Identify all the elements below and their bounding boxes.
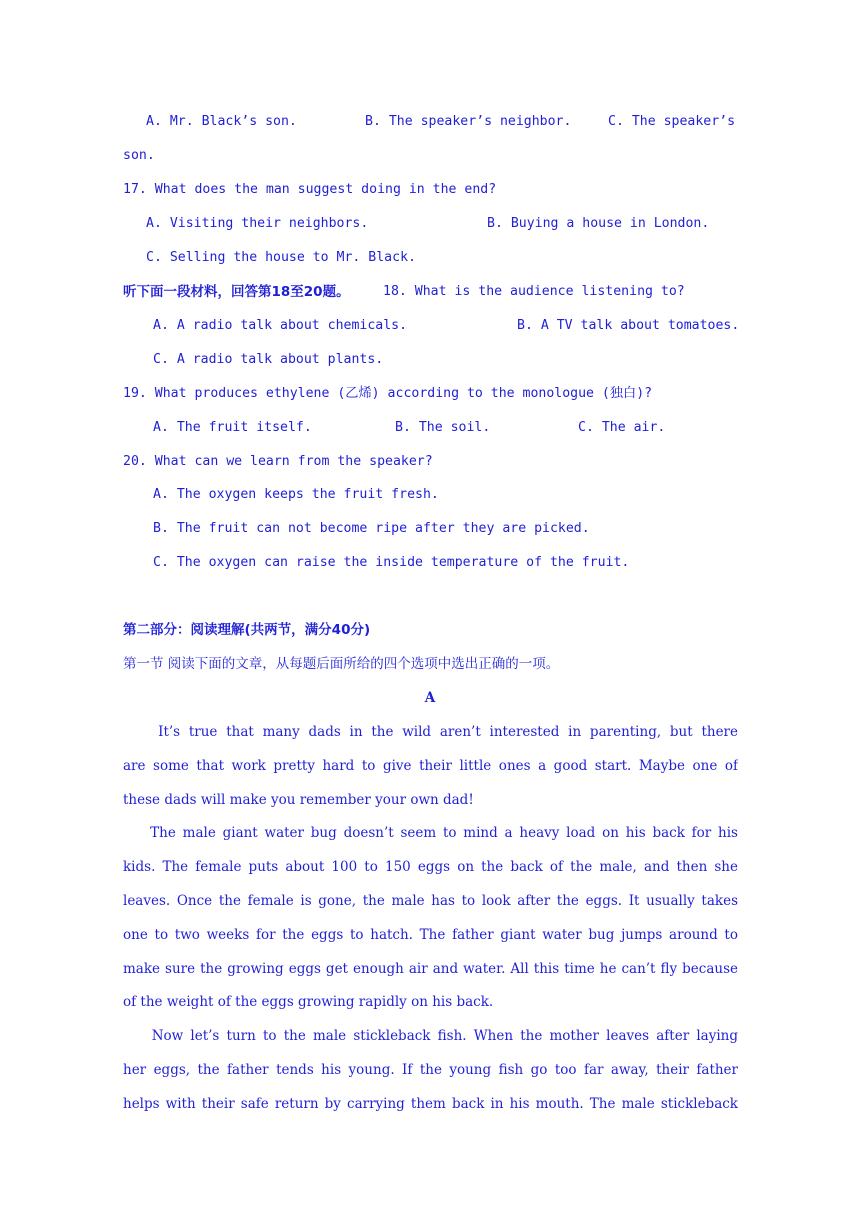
q19-stem: 19. What produces ethylene (乙烯) according to the monologue (独白)? (123, 386, 653, 401)
passage-line: helps with their safe return by carrying them back in his mouth. The male stickleback (123, 1096, 738, 1112)
q20-option-b: B. The fruit can not become ripe after they are picked. (153, 521, 590, 536)
q20-option-c: C. The oxygen can raise the inside temperature of the fruit. (153, 555, 630, 570)
q17-option-b: B. Buying a house in London. (487, 216, 710, 231)
passage-letter: A (424, 690, 436, 706)
q18-section-intro: 听下面一段材料，回答第18至20题。 (123, 284, 350, 300)
q16-option-a: A. Mr. Black’s son. (146, 114, 297, 129)
q16-option-b: B. The speaker’s neighbor. (365, 114, 572, 129)
passage-line: It’s true that many dads in the wild aren’t interested in parenting, but there (123, 724, 738, 740)
q16-option-c: C. The speaker’s (608, 114, 736, 129)
q20-stem: 20. What can we learn from the speaker? (123, 454, 433, 469)
q18-option-b: B. A TV talk about tomatoes. (517, 318, 740, 333)
part2-heading: 第二部分：阅读理解(共两节，满分40分) (123, 622, 371, 638)
q19-option-b: B. The soil. (395, 420, 491, 435)
q16-option-c-continued: son. (123, 148, 155, 163)
passage-line: make sure the growing eggs get enough air and water. All this time he can’t fly because (123, 961, 738, 977)
q17-stem: 17. What does the man suggest doing in the end? (123, 182, 497, 197)
passage-line: her eggs, the father tends his young. If the young fish go too far away, their father (123, 1062, 738, 1078)
passage-line: kids. The female puts about 100 to 150 eggs on the back of the male, and then she (123, 859, 738, 875)
q18-stem: 18. What is the audience listening to? (383, 284, 685, 299)
passage-line: leaves. Once the female is gone, the male has to look after the eggs. It usually takes (123, 893, 738, 909)
q17-option-a: A. Visiting their neighbors. (146, 216, 369, 231)
q19-option-a: A. The fruit itself. (153, 420, 312, 435)
q19-option-c: C. The air. (578, 420, 666, 435)
passage-line: these dads will make you remember your own dad! (123, 792, 474, 808)
passage-line: of the weight of the eggs growing rapidly on his back. (123, 994, 494, 1010)
section1-instruction: 第一节 阅读下面的文章，从每题后面所给的四个选项中选出正确的一项。 (123, 656, 560, 672)
q17-option-c: C. Selling the house to Mr. Black. (146, 250, 416, 265)
q18-option-c: C. A radio talk about plants. (153, 352, 384, 367)
passage-line: The male giant water bug doesn’t seem to mind a heavy load on his back for his (123, 825, 738, 841)
passage-line: Now let’s turn to the male stickleback fish. When the mother leaves after laying (123, 1028, 738, 1044)
q18-option-a: A. A radio talk about chemicals. (153, 318, 408, 333)
passage-line: one to two weeks for the eggs to hatch. The father giant water bug jumps around to (123, 927, 738, 943)
passage-line: are some that work pretty hard to give their little ones a good start. Maybe one of (123, 758, 738, 774)
q20-option-a: A. The oxygen keeps the fruit fresh. (153, 487, 439, 502)
